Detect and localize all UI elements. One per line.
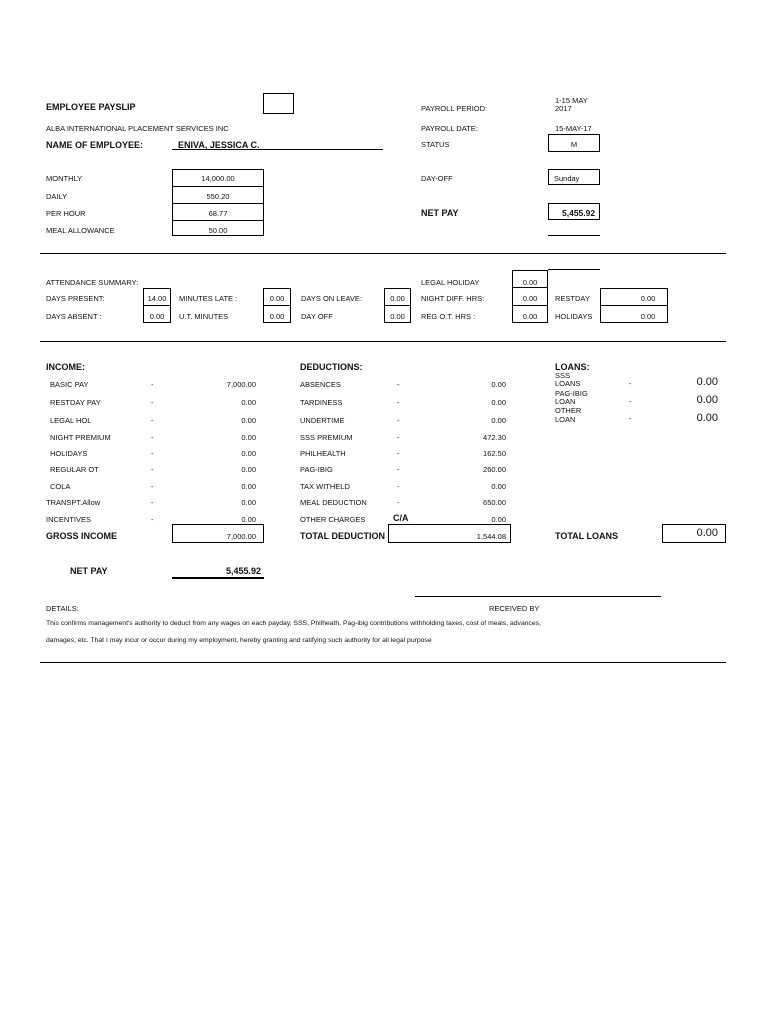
details-text-line2: damages, etc. That I may incur or occur during my employment, hereby granting and ratifying such authority for all legal purpose	[46, 637, 432, 644]
payroll-period-label: PAYROLL PERIOD:	[421, 104, 488, 113]
deduction-item-label: ABSENCES	[300, 380, 341, 389]
income-item-dash: -	[151, 465, 154, 474]
income-item-dash: -	[151, 449, 154, 458]
income-item-dash: -	[151, 398, 154, 407]
section-divider	[40, 253, 726, 254]
days-absent-value: 0.00	[149, 312, 165, 321]
deduction-item-dash: -	[397, 380, 400, 389]
income-item-label: LEGAL HOL	[50, 416, 92, 425]
payroll-date-label: PAYROLL DATE:	[421, 124, 478, 133]
minutes-late-label: MINUTES LATE :	[179, 294, 238, 303]
ut-minutes-value: 0.00	[269, 312, 285, 321]
gross-income-value: 7,000.00	[226, 532, 256, 541]
income-heading: INCOME:	[46, 362, 85, 372]
restday-box-divider	[600, 305, 668, 306]
ca-label: C/A	[393, 513, 409, 523]
income-item-value: 0.00	[241, 449, 256, 458]
per-hour-value: 68.77	[208, 209, 228, 218]
deduction-item-label: TARDINESS	[300, 398, 343, 407]
total-deduction-value: 1,544.08	[476, 532, 506, 541]
attendance-summary-label: ATTENDANCE SUMMARY:	[46, 278, 139, 287]
netpay-value: 5,455.92	[226, 566, 262, 576]
employee-name-underline	[172, 149, 383, 150]
night-diff-value: 0.00	[522, 294, 538, 303]
income-item-value: 0.00	[241, 416, 256, 425]
deduction-item-label: TAX WITHELD	[300, 482, 350, 491]
status-value: M	[570, 140, 578, 149]
deduction-item-value: 0.00	[491, 398, 506, 407]
received-by-label: RECEIVED BY	[489, 604, 540, 613]
day-off-label: DAY OFF	[301, 312, 333, 321]
night-diff-label: NIGHT DIFF. HRS:	[421, 294, 485, 303]
income-item-label: TRANSPT.Allow	[46, 498, 101, 507]
income-item-value: 7,000.00	[226, 380, 256, 389]
employee-name-value: ENIVA, JESSICA C.	[178, 140, 260, 150]
income-item-label: BASIC PAY	[50, 380, 89, 389]
deduction-item-dash: -	[397, 482, 400, 491]
days-on-leave-value: 0.00	[390, 294, 405, 303]
days-absent-label: DAYS ABSENT :	[46, 312, 102, 321]
pagibig-loan-label-line2: LOAN	[555, 397, 576, 406]
section-divider	[40, 341, 726, 342]
income-item-dash: -	[151, 498, 154, 507]
minutes-late-value: 0.00	[269, 294, 285, 303]
days-box-divider	[143, 305, 171, 306]
pagibig-loan-dash: -	[629, 397, 632, 406]
payroll-period-line2: 2017	[555, 104, 572, 113]
netpay-signature-line	[548, 235, 600, 236]
income-item-label: RESTDAY PAY	[50, 398, 101, 407]
deduction-item-label: OTHER CHARGES	[300, 515, 366, 524]
details-text-line1: This confirms management's authority to deduct from any wages on each payday, SSS, Philheath, Pag-ibig contributions withholding taxes, cost of meals, advances,	[46, 620, 541, 627]
income-item-value: 0.00	[241, 398, 256, 407]
deduction-item-label: MEAL DEDUCTION	[300, 498, 367, 507]
day-off-value: 0.00	[390, 312, 405, 321]
other-loan-label-line1: OTHER	[555, 406, 582, 415]
income-item-dash: -	[151, 433, 154, 442]
minutes-box-divider	[263, 305, 291, 306]
rates-divider	[172, 220, 264, 221]
deduction-item-label: SSS PREMIUM	[300, 433, 353, 442]
deduction-item-value: 472.30	[483, 433, 506, 442]
deduction-item-label: UNDERTIME	[300, 416, 345, 425]
photo-box	[263, 93, 294, 114]
top-netpay-label: NET PAY	[421, 208, 459, 218]
netpay-underline	[172, 577, 264, 579]
deduction-item-dash: -	[397, 498, 400, 507]
deduction-item-value: 0.00	[491, 380, 506, 389]
days-present-label: DAYS PRESENT:	[46, 294, 105, 303]
income-item-label: INCENTIVES	[46, 515, 92, 524]
income-item-dash: -	[151, 515, 154, 524]
payroll-period-line1: 1-15 MAY	[555, 96, 588, 105]
income-item-value: 0.00	[241, 465, 256, 474]
rates-divider	[172, 203, 264, 204]
deduction-item-value: 0.00	[491, 482, 506, 491]
income-item-value: 0.00	[241, 482, 256, 491]
income-item-label: COLA	[50, 482, 71, 491]
leave-box-divider	[384, 305, 411, 306]
sss-loan-label-line1: SSS	[555, 371, 571, 380]
income-item-dash: -	[151, 380, 154, 389]
reg-ot-value: 0.00	[522, 312, 538, 321]
deduction-item-label: PHILHEALTH	[300, 449, 346, 458]
sss-loan-value: 0.00	[696, 376, 718, 388]
payslip-title: EMPLOYEE PAYSLIP	[46, 102, 136, 112]
gross-income-label: GROSS INCOME	[46, 531, 118, 541]
other-loan-label-line2: LOAN	[555, 415, 576, 424]
deduction-item-dash: -	[397, 433, 400, 442]
status-label: STATUS	[421, 140, 450, 149]
sss-loan-label-line2: LOANS	[555, 379, 581, 388]
restday-label: RESTDAY	[555, 294, 590, 303]
pagibig-loan-value: 0.00	[696, 394, 718, 406]
income-item-label: NIGHT PREMIUM	[50, 433, 111, 442]
legal-holiday-label: LEGAL HOLIDAY	[421, 278, 480, 287]
income-item-value: 0.00	[241, 498, 256, 507]
details-label: DETAILS:	[46, 604, 79, 613]
days-present-value: 14.00	[147, 294, 167, 303]
deduction-item-value: 162.50	[483, 449, 506, 458]
daily-value: 550.20	[206, 192, 230, 201]
deduction-item-dash: -	[397, 449, 400, 458]
other-loan-value: 0.00	[696, 412, 718, 424]
income-item-label: HOLIDAYS	[50, 449, 88, 458]
total-loans-label: TOTAL LOANS	[555, 531, 618, 541]
footer-divider	[40, 662, 726, 663]
total-loans-value: 0.00	[696, 527, 718, 539]
received-by-signature-line	[415, 596, 661, 597]
reg-ot-label: REG O.T. HRS :	[421, 312, 476, 321]
per-hour-label: PER HOUR	[46, 209, 86, 218]
total-deduction-label: TOTAL DEDUCTION	[300, 531, 385, 541]
pagibig-loan-label-line1: PAG-IBIG	[555, 389, 588, 398]
sss-loan-dash: -	[629, 379, 632, 388]
payroll-date-value: 15-MAY-17	[555, 124, 592, 133]
other-loan-dash: -	[629, 414, 632, 423]
daily-label: DAILY	[46, 192, 68, 201]
deduction-item-value: 650.00	[483, 498, 506, 507]
ut-minutes-label: U.T. MINUTES	[179, 312, 229, 321]
holidays-label: HOLIDAYS	[555, 312, 593, 321]
deduction-item-value: 0.00	[491, 515, 506, 524]
holiday-box-divider	[512, 305, 548, 306]
company-name: ALBA INTERNATIONAL PLACEMENT SERVICES INC	[46, 124, 229, 133]
employee-name-label: NAME OF EMPLOYEE:	[46, 140, 144, 150]
days-on-leave-label: DAYS ON LEAVE:	[301, 294, 362, 303]
holiday-top-line	[548, 269, 600, 270]
monthly-value: 14,000.00	[201, 174, 235, 183]
meal-allowance-value: 50.00	[208, 226, 228, 235]
income-item-label: REGULAR OT	[50, 465, 99, 474]
loans-heading: LOANS:	[555, 362, 590, 372]
meal-allowance-label: MEAL ALLOWANCE	[46, 226, 115, 235]
legal-holiday-value: 0.00	[522, 278, 538, 287]
holiday-box-divider	[512, 287, 548, 288]
income-item-dash: -	[151, 416, 154, 425]
deductions-heading: DEDUCTIONS:	[300, 362, 363, 372]
restday-value: 0.00	[640, 294, 656, 303]
rates-divider	[172, 186, 264, 187]
netpay-label: NET PAY	[70, 566, 108, 576]
income-item-value: 0.00	[241, 433, 256, 442]
deduction-item-value: 0.00	[491, 416, 506, 425]
dayoff-value: Sunday	[554, 174, 580, 183]
top-netpay-value: 5,455.92	[562, 208, 596, 218]
deduction-item-label: PAG-IBIG	[300, 465, 333, 474]
monthly-label: MONTHLY	[46, 174, 83, 183]
income-item-dash: -	[151, 482, 154, 491]
holidays-value: 0.00	[640, 312, 656, 321]
deduction-item-dash: -	[397, 465, 400, 474]
dayoff-label: DAY-OFF	[421, 174, 453, 183]
deduction-item-dash: -	[397, 398, 400, 407]
income-item-value: 0.00	[241, 515, 256, 524]
deduction-item-value: 260.00	[483, 465, 506, 474]
deduction-item-dash: -	[397, 416, 400, 425]
